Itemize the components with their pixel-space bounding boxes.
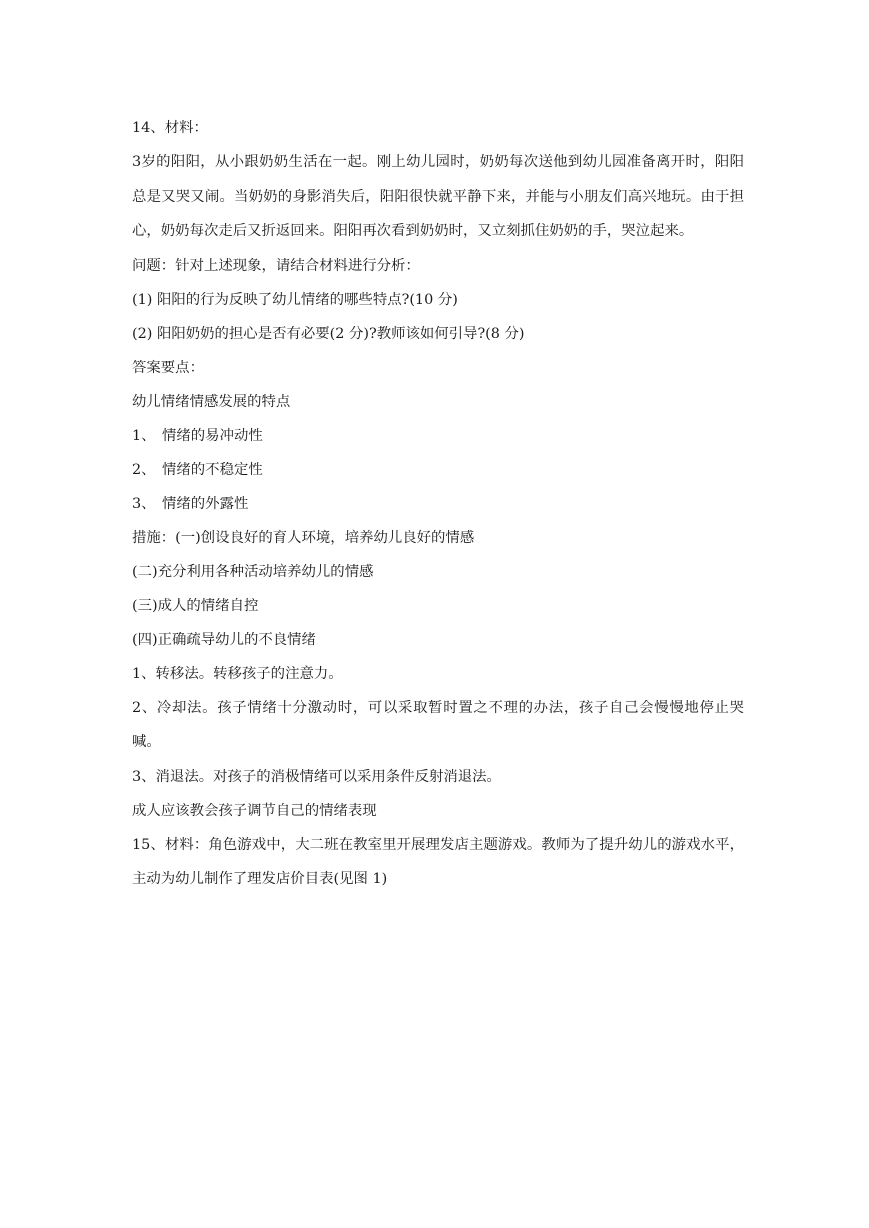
features-title: 幼儿情绪情感发展的特点: [132, 393, 291, 410]
question-15-material: 15、材料：角色游戏中，大二班在教室里开展理发店主题游戏。教师为了提升幼儿的游戏水平，主动为幼儿制作了理发店价目表(见图 1): [132, 836, 744, 887]
question-14-material: 3岁的阳阳，从小跟奶奶生活在一起。刚上幼儿园时，奶奶每次送他到幼儿园准备离开时，阳阳总是又哭又闹。当奶奶的身影消失后，阳阳很快就平静下来，并能与小朋友们高兴地玩。由于担心，奶奶每次走后又折返回来。阳阳再次看到奶奶时，又立刻抓住奶奶的手，哭泣起来。: [132, 154, 744, 239]
measure-3: (三)成人的情绪自控: [132, 597, 259, 614]
feature-number: 1、: [132, 427, 156, 444]
method-1: 1、转移法。转移孩子的注意力。: [132, 665, 343, 682]
feature-text: 情绪的外露性: [162, 495, 249, 512]
feature-item: [132, 419, 744, 453]
feature-item: [132, 487, 744, 521]
question-1: (1) 阳阳的行为反映了幼儿情绪的哪些特点?(10 分): [132, 291, 458, 308]
answer-header: 答案要点：: [132, 359, 204, 376]
feature-text: 情绪的易冲动性: [162, 427, 263, 444]
feature-number: 3、: [132, 495, 156, 512]
measure-1: 措施：(一)创设良好的育人环境，培养幼儿良好的情感: [132, 529, 475, 546]
measure-2: (二)充分利用各种活动培养幼儿的情感: [132, 563, 374, 580]
method-2: 2、冷却法。孩子情绪十分激动时，可以采取暂时置之不理的办法，孩子自己会慢慢地停止哭喊。: [132, 699, 744, 750]
feature-text: 情绪的不稳定性: [162, 461, 263, 478]
feature-number: 2、: [132, 461, 156, 478]
question-14-header: 14、材料：: [132, 120, 208, 136]
conclusion: 成人应该教会孩子调节自己的情绪表现: [132, 802, 377, 819]
method-3: 3、消退法。对孩子的消极情绪可以采用条件反射消退法。: [132, 768, 501, 785]
feature-item: [132, 453, 744, 487]
document-body: [132, 111, 744, 897]
question-2: (2) 阳阳奶奶的担心是否有必要(2 分)?教师该如何引导?(8 分): [132, 325, 525, 342]
measure-4: (四)正确疏导幼儿的不良情绪: [132, 631, 316, 648]
question-intro: 问题：针对上述现象，请结合材料进行分析：: [132, 257, 420, 274]
